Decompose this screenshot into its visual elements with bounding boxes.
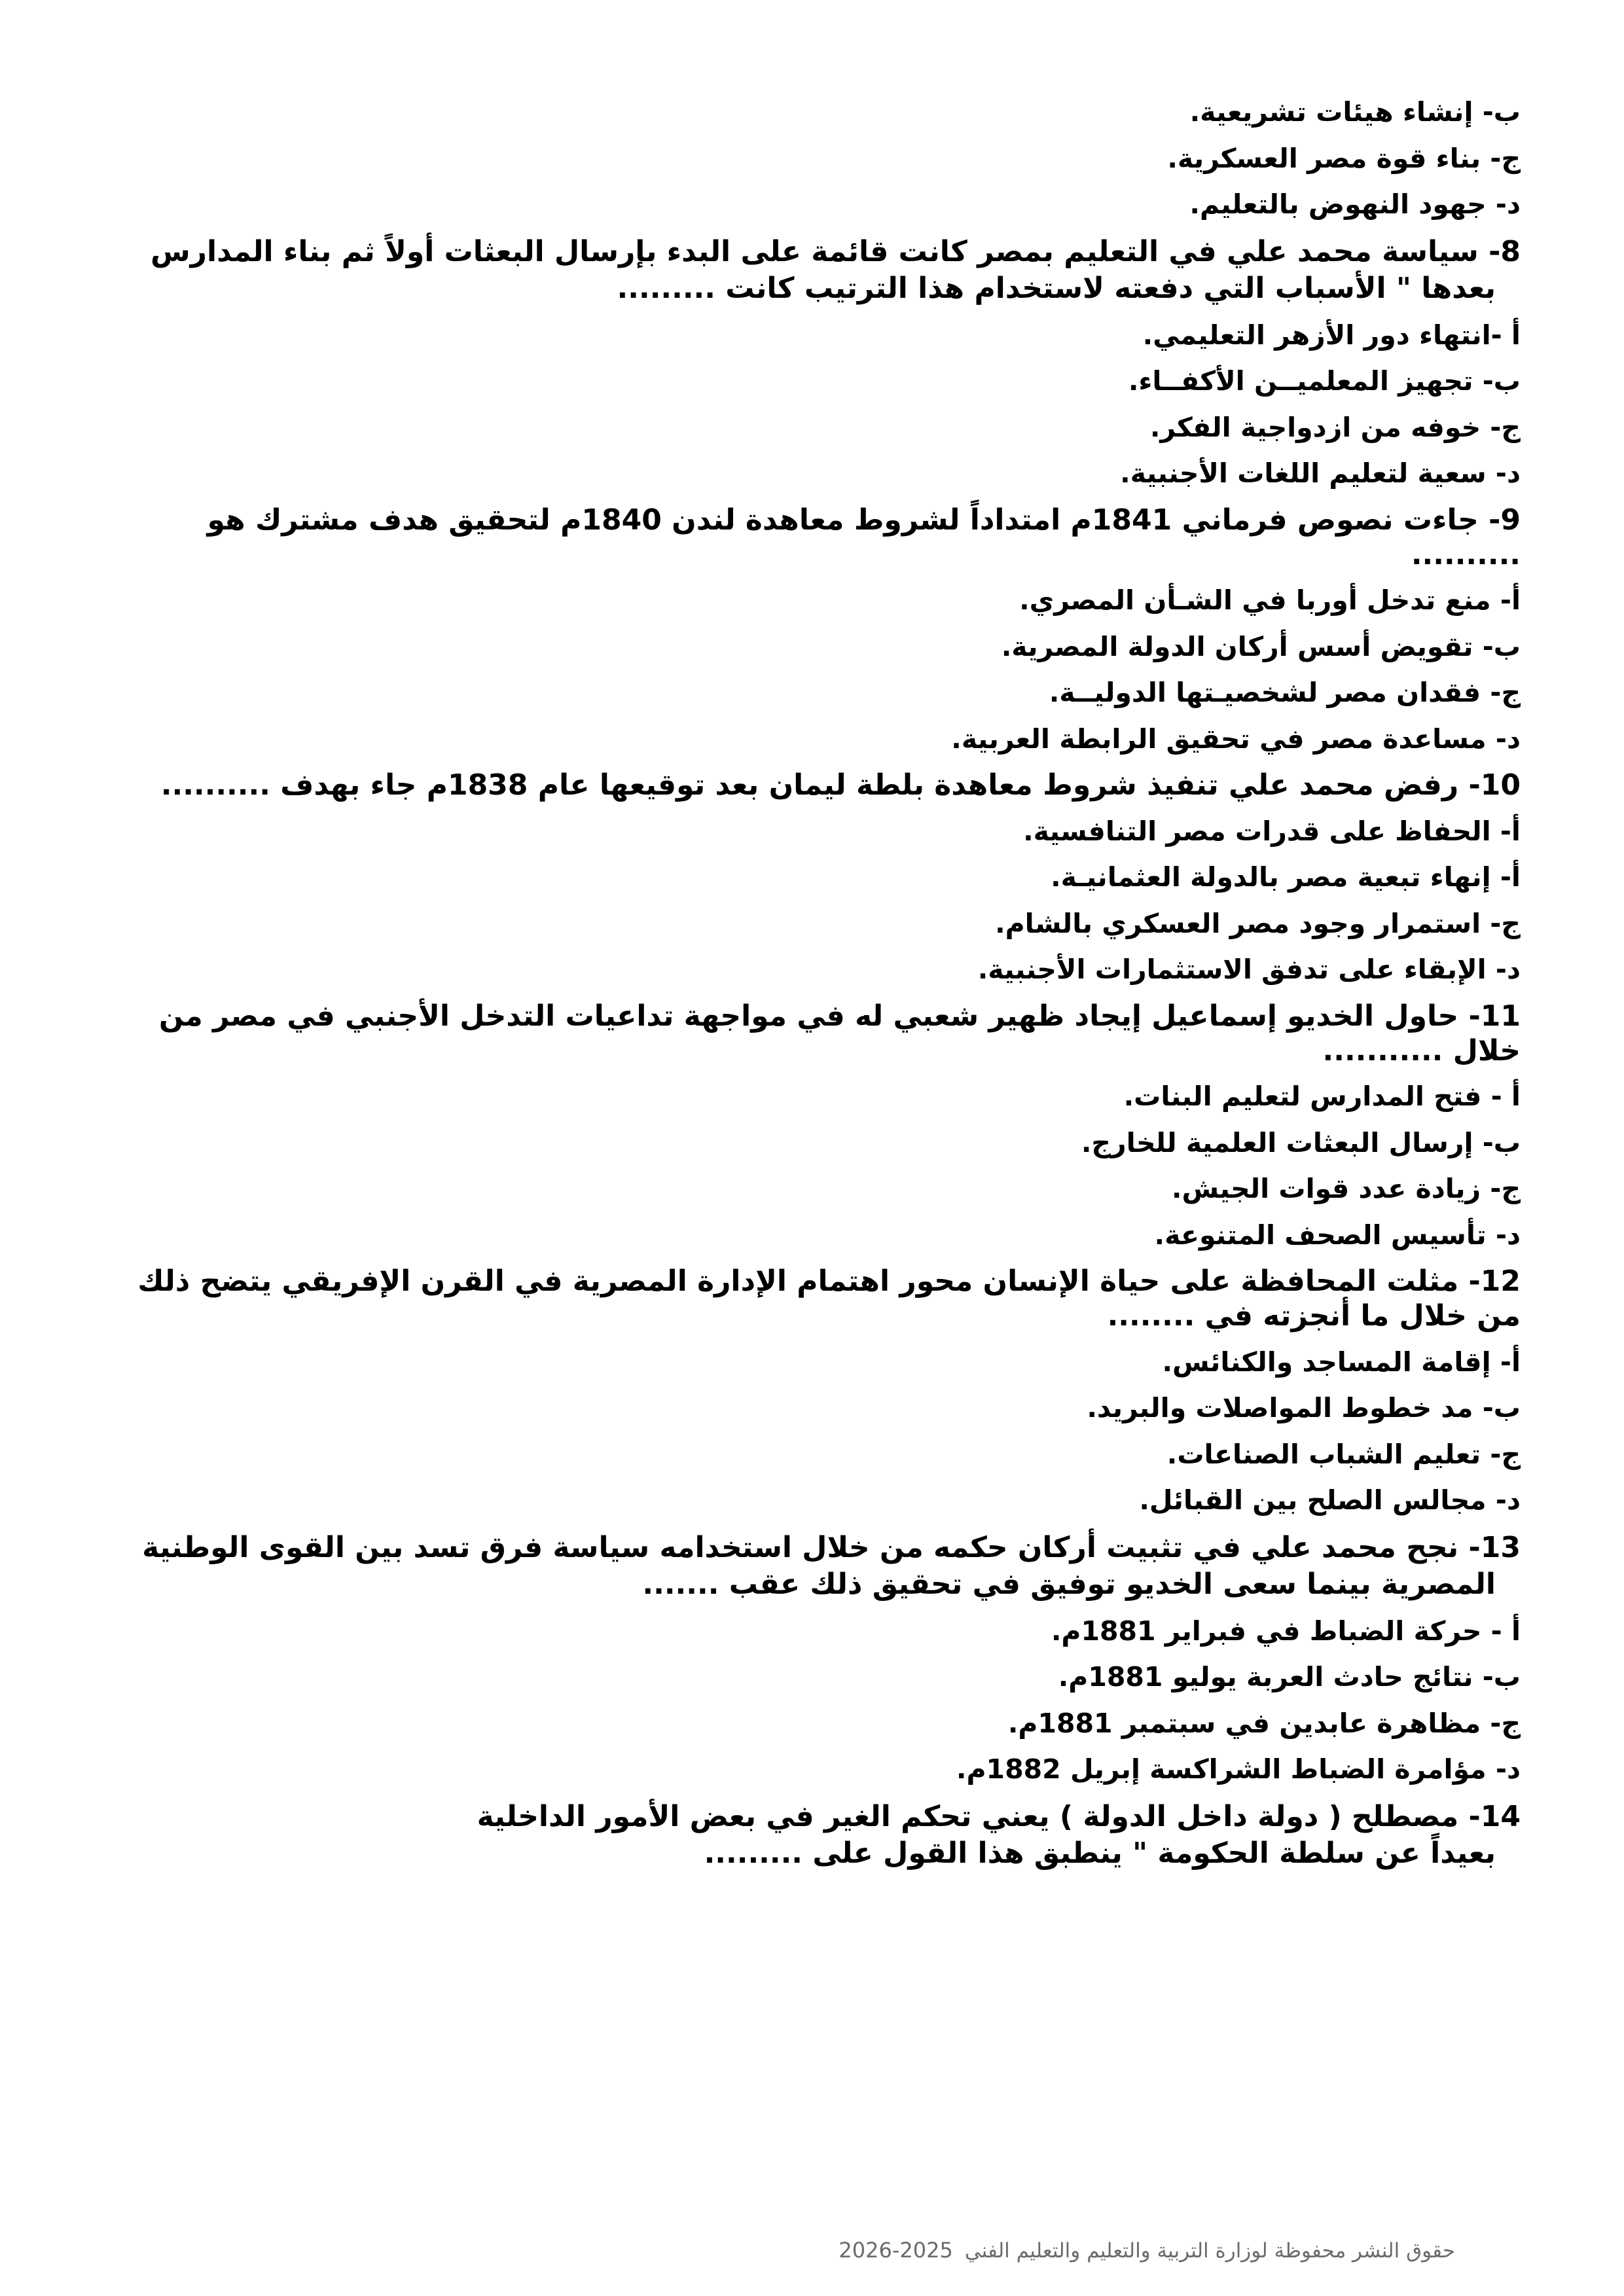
- question-text: 14- مصطلح ( دولة داخل الدولة ) يعني تحكم الغير في بعض الأمور الداخلية بعيداً عن سلطة الحكومة " ينطبق هذا القول على .........: [477, 1799, 1521, 1870]
- academic-year: 2025-2026: [839, 2238, 953, 2263]
- option-line: د- الإبقاء على تدفق الاستثمارات الأجنبية.: [977, 954, 1521, 985]
- option-line: ج- زيادة عدد قوات الجيش.: [1171, 1173, 1521, 1204]
- option-line: أ -انتهاء دور الأزهر التعليمي.: [1142, 319, 1521, 351]
- option-line: د- جهود النهوض بالتعليم.: [1189, 188, 1521, 220]
- question-9: 9- جاءت نصوص فرماني 1841م امتداداً لشروط معاهدة لندن 1840م لتحقيق هدف مشترك هو ..........: [207, 503, 1521, 571]
- question-text: 8- سياسة محمد علي في التعليم بمصر كانت قائمة على البدء بإرسال البعثات أولاً ثم بناء المدارس بعدها " الأسباب التي دفعته لاستخدام هذا الترتيب كانت .........: [150, 234, 1521, 305]
- option-line: أ- الحفاظ على قدرات مصر التنافسية.: [1023, 815, 1521, 847]
- option-line: أ- إقامة المساجد والكنائس.: [1162, 1346, 1521, 1378]
- question-14: [434, 1799, 1521, 1872]
- option-line: أ- إنهاء تبعية مصر بالدولة العثمانيـة.: [1051, 861, 1521, 893]
- option-line: ج- بناء قوة مصر العسكرية.: [1167, 142, 1521, 174]
- question-11: 11- حاول الخديو إسماعيل إيجاد ظهير شعبي له في مواجهة تداعيات التدخل الأجنبي في مصر من خلال ...........: [158, 999, 1521, 1067]
- option-line: ج- تعليم الشباب الصناعات.: [1166, 1438, 1521, 1470]
- option-line: ب- مد خطوط المواصلات والبريد.: [1087, 1392, 1521, 1424]
- question-12: 12- مثلت المحافظة على حياة الإنسان محور اهتمام الإدارة المصرية في القرن الإفريقي يتضح ذلك من خلال ما أنجزته في ........: [137, 1265, 1521, 1333]
- option-line: ج- استمرار وجود مصر العسكري بالشام.: [995, 907, 1521, 939]
- option-line: ج- خوفه من ازدواجية الفكر.: [1149, 411, 1521, 443]
- option-line: ج- مظاهرة عابدين في سبتمبر 1881م.: [1007, 1707, 1521, 1739]
- option-line: ج- فقدان مصر لشخصيـتها الدوليــة.: [1049, 677, 1521, 708]
- question-10: 10- رفض محمد علي تنفيذ شروط معاهدة بلطة ليمان بعد توقيعها عام 1838م جاء بهدف ..........: [160, 768, 1521, 802]
- option-line: ب- تجهيز المعلميــن الأكفــاء.: [1128, 365, 1521, 397]
- question-13: [103, 1530, 1521, 1603]
- document-body: [103, 95, 1521, 1883]
- copyright-footer: [839, 2237, 1455, 2264]
- option-line: أ - فتح المدارس لتعليم البنات.: [1123, 1081, 1521, 1112]
- option-line: أ - حركة الضباط في فبراير 1881م.: [1051, 1615, 1521, 1647]
- question-text: 13- نجح محمد علي في تثبيت أركان حكمه من خلال استخدامه سياسة فرق تسد بين القوى الوطنية المصرية بينما سعى الخديو توفيق في تحقيق ذلك عقب .......: [142, 1530, 1521, 1601]
- option-line: ب- تقويض أسس أركان الدولة المصرية.: [1001, 630, 1521, 662]
- option-line: د- سعية لتعليم اللغات الأجنبية.: [1120, 457, 1521, 489]
- option-line: ب- نتائج حادث العربة يوليو 1881م.: [1058, 1661, 1521, 1693]
- copyright-text: حقوق النشر محفوظة لوزارة التربية والتعليم والتعليم الفني: [964, 2239, 1455, 2263]
- option-line: أ- منع تدخل أوربا في الشـأن المصري.: [1019, 584, 1521, 616]
- option-line: ب- إرسال البعثات العلمية للخارج.: [1081, 1126, 1521, 1158]
- option-line: د- مؤامرة الضباط الشراكسة إبريل 1882م.: [956, 1753, 1521, 1785]
- question-8: [103, 234, 1521, 307]
- option-line: ب- إنشاء هيئات تشريعية.: [1189, 96, 1521, 128]
- option-line: د- مجالس الصلح بين القبائل.: [1139, 1484, 1521, 1516]
- option-line: د- تأسيس الصحف المتنوعة.: [1154, 1219, 1521, 1251]
- option-line: د- مساعدة مصر في تحقيق الرابطة العربية.: [951, 723, 1521, 755]
